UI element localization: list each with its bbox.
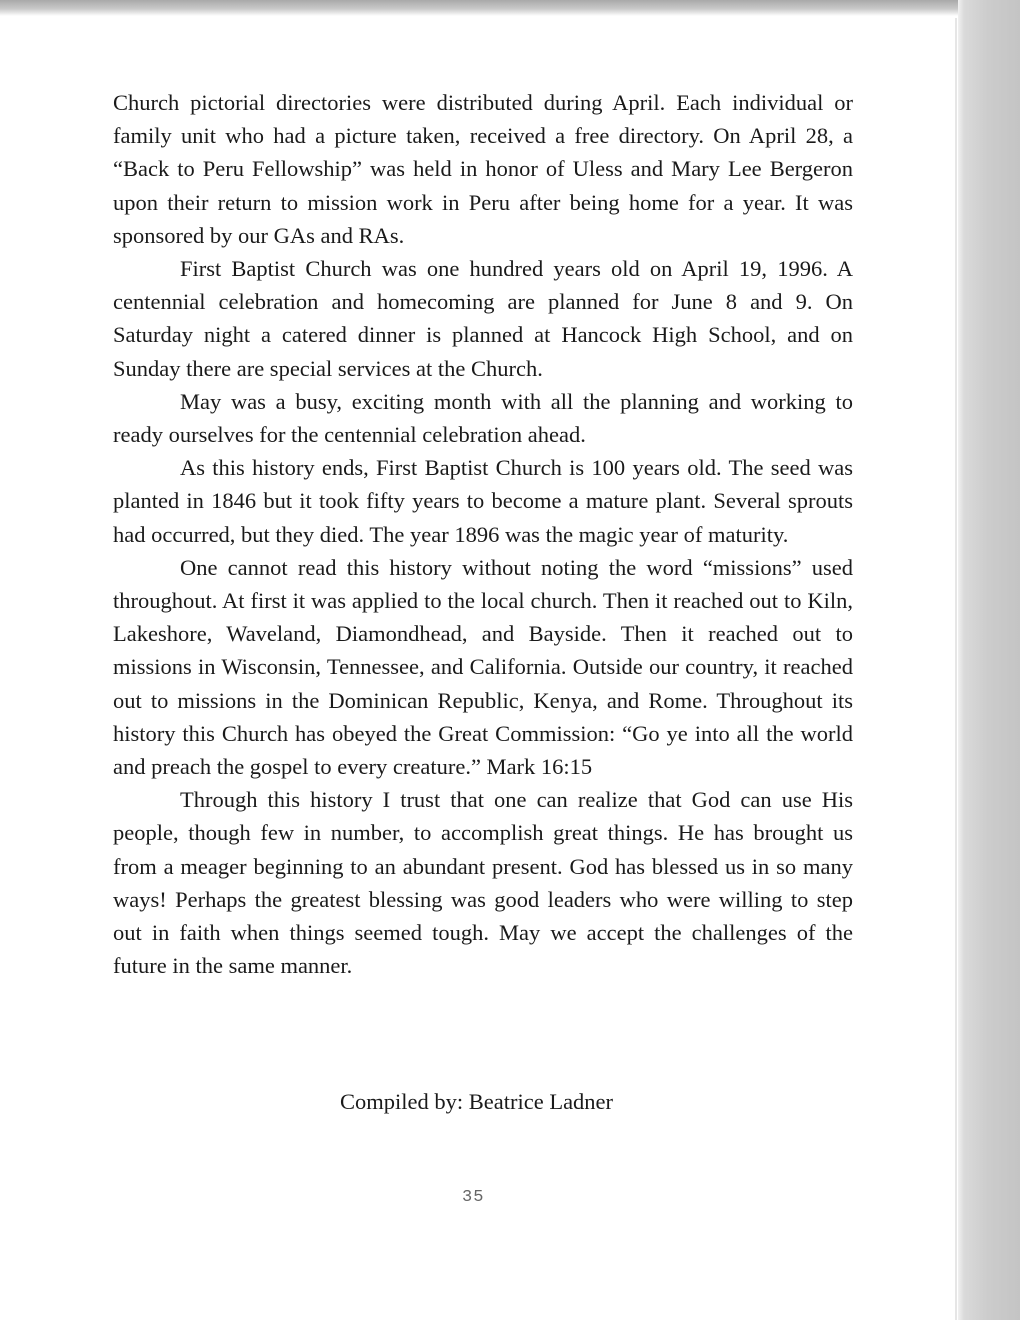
paragraph-missions: One cannot read this history without noting the word “missions” used throughout. At first it was applied to the local church. Then it reached out to Kiln, Lakeshore, Waveland, Diamondhead, and Bayside. Then it reached out to missions in Wisconsin, Tennessee, and California. Outside our country, it reached out to missions in the Dominican Republic, Kenya, and Rome. Throughout its history this Church has obeyed the Great Commission: “Go ye into all the world and preach the gospel to every creature.” Mark 16:15 (113, 554, 853, 780)
paragraph-history-ends: As this history ends, First Baptist Church is 100 years old. The seed was planted in 1846 but it took fifty years to become a mature plant. Several sprouts had occurred, but they died. The year 1896 was the magic year of maturity. (113, 455, 853, 547)
compiled-by-signature: Compiled by: Beatrice Ladner (340, 1089, 614, 1114)
paragraph-directories: Church pictorial directories were distributed during April. Each individual or family unit who had a picture taken, received a free directory. On April 28, a “Back to Peru Fellowship” was held in honor of Uless and Mary Lee Bergeron upon their return to mission work in Peru after being home for a year. It was sponsored by our GAs and RAs. (113, 90, 853, 248)
scan-right-edge (958, 0, 1020, 1320)
body-text (113, 86, 853, 982)
paragraph-may: May was a busy, exciting month with all the planning and working to ready ourselves for the centennial celebration ahead. (113, 388, 853, 448)
paragraph-centennial: First Baptist Church was one hundred years old on April 19, 1996. A centennial celebration and homecoming are planned for June 8 and 9. On Saturday night a catered dinner is planned at Hancock High School, and on Sunday there are special services at the Church. (113, 256, 853, 381)
paragraph-closing: Through this history I trust that one can realize that God can use His people, though few in number, to accomplish great things. He has brought us from a meager beginning to an abundant present. God has blessed us in so many ways! Perhaps the greatest blessing was good leaders who were willing to step out in faith when things seemed tough. May we accept the challenges of the future in the same manner. (113, 787, 853, 979)
page-number: 35 (462, 1188, 485, 1207)
